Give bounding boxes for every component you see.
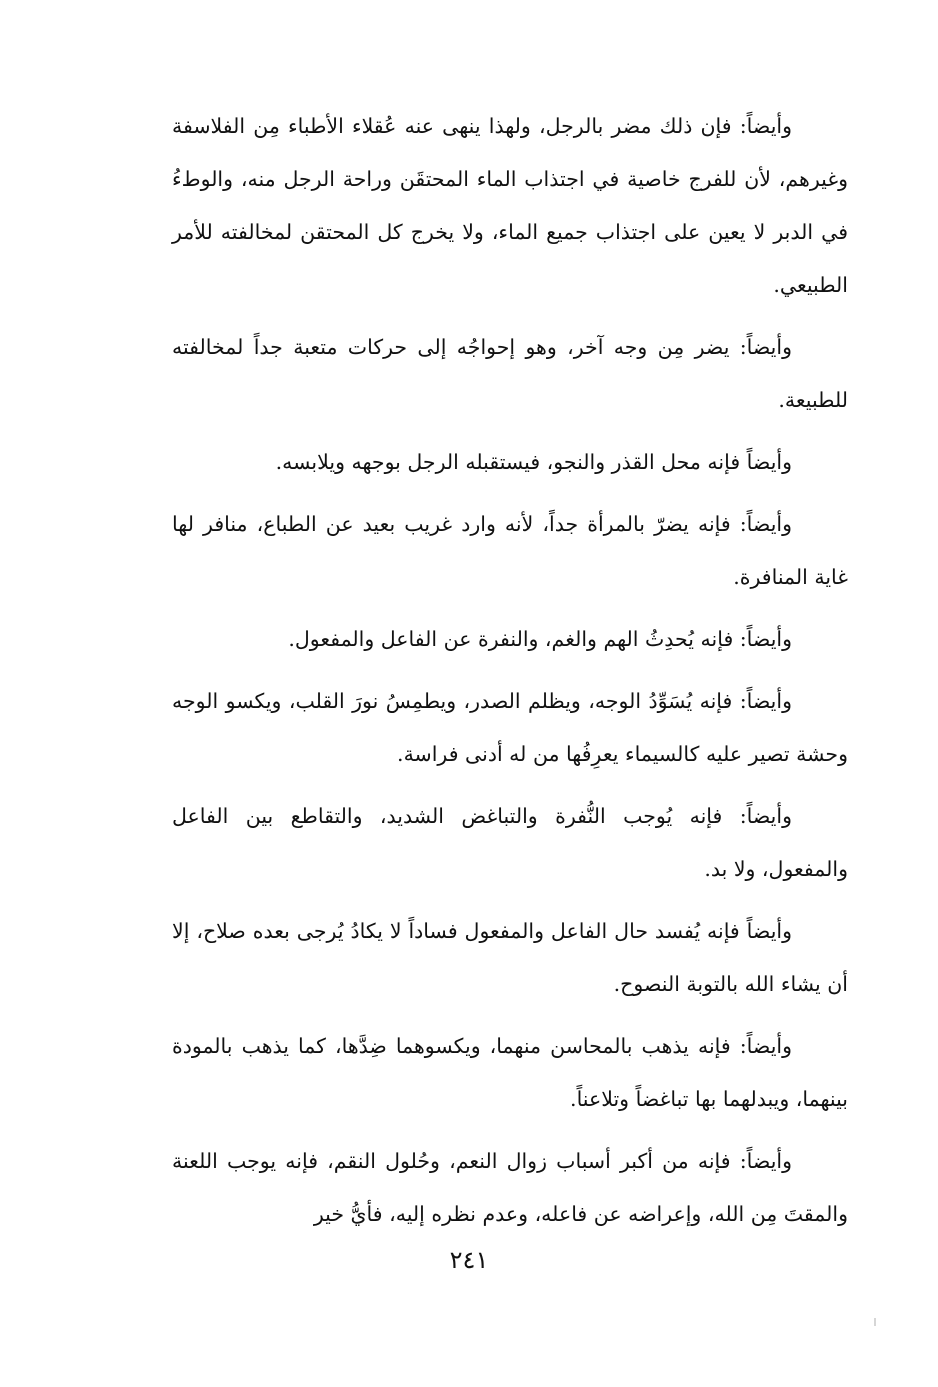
- page-number: ٢٤١: [449, 1246, 489, 1274]
- paragraph-8: وأيضاً فإنه يُفسد حال الفاعل والمفعول فساداً لا يكادُ يُرجى بعده صلاح، إلا أن يشاء الله بالتوبة النصوح.: [172, 919, 848, 996]
- paragraph-6: وأيضاً: فإنه يُسَوِّدُ الوجه، ويظلم الصدر، ويطمِسُ نورَ القلب، ويكسو الوجه وحشة تصير عليه كالسيماء يعرِفُها من له أدنى فراسة.: [172, 689, 848, 766]
- page-body-text: [172, 100, 848, 1250]
- paragraph-1: وأيضاً: فإن ذلك مضر بالرجل، ولهذا ينهى عنه عُقلاء الأطباء مِن الفلاسفة وغيرهم، لأن للفرج خاصية في اجتذاب الماء المحتقَن وراحة الرجل منه، والوطءُ في الدبر لا يعين على اجتذاب جميع الماء، ولا يخرج كل المحتقن لمخالفته للأمر الطبيعي.: [172, 114, 848, 297]
- paragraph-4: وأيضاً: فإنه يضرّ بالمرأة جداً، لأنه وارد غريب بعيد عن الطباع، منافر لها غاية المنافرة.: [172, 512, 848, 589]
- paragraph-10: وأيضاً: فإنه من أكبر أسباب زوال النعم، وحُلول النقم، فإنه يوجب اللعنة والمقتَ مِن الله، وإعراضه عن فاعله، وعدم نظره إليه، فأيُّ خير: [172, 1149, 848, 1226]
- paragraph-2: وأيضاً: يضر مِن وجه آخر، وهو إحواجُه إلى حركات متعبة جداً لمخالفته للطبيعة.: [172, 335, 848, 412]
- paragraph-7: وأيضاً: فإنه يُوجب النُّفرة والتباغض الشديد، والتقاطع بين الفاعل والمفعول، ولا بد.: [172, 804, 848, 881]
- scan-mark: [874, 1318, 876, 1326]
- paragraph-5: وأيضاً: فإنه يُحدِثُ الهم والغم، والنفرة عن الفاعل والمفعول.: [288, 627, 792, 651]
- paragraph-3: وأيضاً فإنه محل القذر والنجو، فيستقبله الرجل بوجهه ويلابسه.: [275, 450, 792, 474]
- paragraph-9: وأيضاً: فإنه يذهب بالمحاسن منهما، ويكسوهما ضِدَّها، كما يذهب بالمودة بينهما، ويبدلهما بها تباغضاً وتلاعناً.: [172, 1034, 848, 1111]
